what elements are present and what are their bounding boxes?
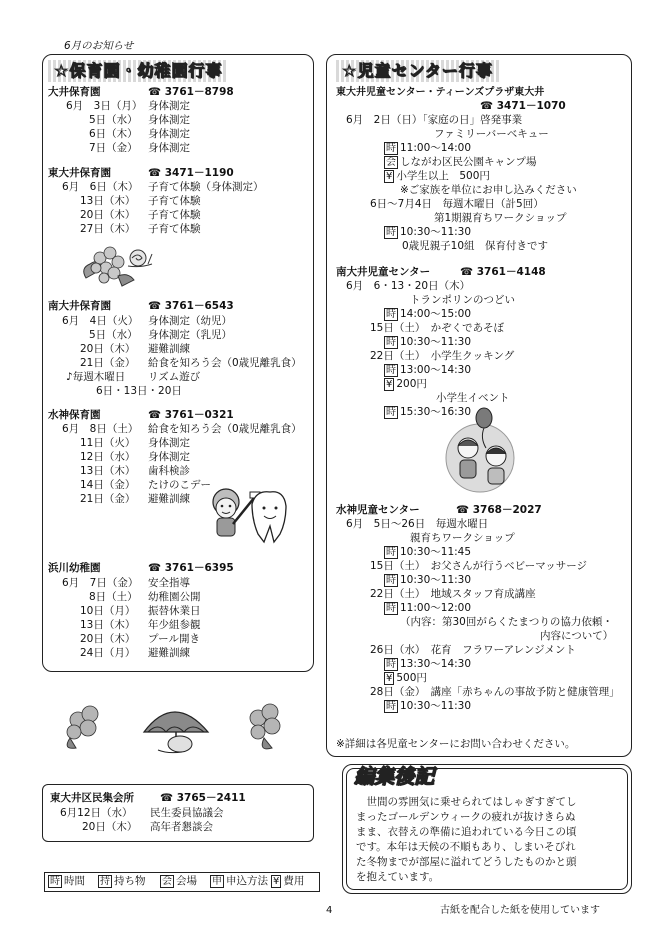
event-date: 5日（水） — [89, 114, 138, 126]
time-tag: 時 — [386, 227, 396, 238]
event-date: 27日（木） — [80, 223, 136, 235]
event-date: 20日（木） — [80, 633, 136, 645]
page-header: 6月のお知らせ — [64, 40, 134, 52]
legend-fee: ¥ 費用 — [273, 875, 305, 887]
center-line: ※ご家族を単位にお申し込みください — [400, 184, 577, 196]
center-line: 時 13:00～14:30 — [386, 364, 472, 376]
center-line: 時 10:30～11:30 — [386, 700, 472, 712]
time-tag: 時 — [50, 876, 60, 887]
center-phone: ☎ 3761－4148 — [460, 266, 546, 280]
fee-tag: ¥ — [386, 171, 393, 182]
center-line: 親育ちワークショップ — [410, 532, 515, 544]
center-name: 南大井児童センター — [336, 266, 431, 278]
event-text: プール開き — [148, 633, 200, 645]
hydrangea-umbrella-illustration — [58, 692, 298, 762]
center-line: ¥ 小学生以上 500円 — [386, 170, 490, 182]
event-text: 身体測定 — [148, 128, 190, 140]
event-date: ♪毎週木曜日 — [66, 371, 126, 383]
center-line: 時 14:00～15:00 — [386, 308, 472, 320]
community-phone: ☎ 3765－2411 — [160, 792, 246, 806]
center-name: 水神児童センター — [336, 504, 420, 516]
center-line: 28日（金） 講座「赤ちゃんの事故予防と健康管理」 — [370, 686, 620, 698]
fee-tag: ¥ — [386, 379, 393, 390]
school-name: 水神保育園 — [48, 409, 101, 421]
toothbrush-child-illustration — [200, 476, 295, 550]
event-date: 13日（木） — [80, 465, 136, 477]
center-line: 6月 2日（日）「家庭の日」啓発事業 — [346, 114, 523, 126]
center-line: 小学生イベント — [436, 392, 510, 404]
event-date: 20日（木） — [80, 209, 136, 221]
school-phone: ☎ 3761－6543 — [148, 300, 234, 314]
event-text: 子育て体験 — [148, 209, 201, 221]
event-text: 子育て体験 — [148, 223, 201, 235]
center-line: 6月 6・13・20日（木） — [346, 280, 471, 292]
event-text: リズム遊び — [148, 371, 201, 383]
event-date: 20日（木） — [82, 821, 138, 833]
event-text: 幼稚園公開 — [148, 591, 201, 603]
legend-time: 時 時間 — [50, 875, 85, 887]
nursery-heading: ☆保育園・幼稚園行事 — [48, 60, 228, 82]
recycle-note: 古紙を配合した紙を使用しています — [440, 905, 600, 916]
center-line: 時 10:30～11:30 — [386, 226, 472, 238]
school-phone: ☎ 3761－0321 — [148, 409, 234, 423]
event-date: 7日（金） — [89, 142, 138, 154]
center-line: トランポリンのつどい — [410, 294, 515, 306]
event-text: 年少組参観 — [148, 619, 201, 631]
time-tag: 時 — [386, 701, 396, 712]
editorial-line: です。本年は天候の不順もあり、しまいそびれ — [356, 841, 576, 853]
event-date: 11日（火） — [80, 437, 136, 449]
editorial-line: まったゴールデンウィークの疲れが抜けきらぬ — [356, 811, 576, 823]
editorial-line: た冬物までが部屋に溢れてどうしたものかと頭 — [356, 856, 577, 868]
event-date: 6月 6日（木） — [62, 181, 139, 193]
event-text: たけのこデー — [148, 479, 211, 491]
time-tag: 時 — [386, 547, 396, 558]
center-line: 6日～7月4日 毎週木曜日（計5回） — [370, 198, 544, 210]
event-text: 身体測定 — [148, 142, 190, 154]
event-date: 8日（土） — [89, 591, 138, 603]
page-number: 4 — [326, 905, 333, 916]
venue-tag: 会 — [162, 876, 172, 887]
center-line: 時 11:00～14:00 — [386, 142, 472, 154]
school-name: 浜川幼稚園 — [48, 562, 101, 574]
event-date: 24日（月） — [80, 647, 136, 659]
center-name: 東大井児童センター・ティーンズプラザ東大井 — [336, 87, 545, 98]
event-text: 避難訓練 — [148, 647, 190, 659]
center-line: 内容について） — [540, 630, 614, 642]
school-phone: ☎ 3471－1190 — [148, 167, 234, 181]
time-tag: 時 — [386, 337, 396, 348]
event-text: 民生委員協議会 — [150, 807, 224, 819]
fee-tag: ¥ — [273, 876, 280, 887]
legend-bring: 持 持ち物 — [100, 875, 146, 887]
editorial-line: を抱えています。 — [356, 871, 440, 883]
time-tag: 時 — [386, 309, 396, 320]
event-text: 子育て体験 — [148, 195, 201, 207]
fee-tag: ¥ — [386, 673, 393, 684]
community-name: 東大井区民集会所 — [50, 792, 134, 804]
event-date: 21日（金） — [80, 357, 136, 369]
center-line: 0歳児親子10組 保育付きです — [402, 240, 549, 252]
event-date: 21日（金） — [80, 493, 136, 505]
editorial-line: 世間の雰囲気に乗せられてはしゃぎすぎてし — [356, 796, 577, 808]
event-date: 14日（金） — [80, 479, 136, 491]
center-line: 時 10:30～11:30 — [386, 574, 472, 586]
center-line: 時 15:30～16:30 — [386, 406, 472, 418]
center-line: 時 11:00～12:00 — [386, 602, 472, 614]
center-line: 時 10:30～11:30 — [386, 336, 472, 348]
center-line: 時 10:30～11:45 — [386, 546, 472, 558]
school-name: 南大井保育園 — [48, 300, 111, 312]
time-tag: 時 — [386, 603, 396, 614]
event-text: 振替休業日 — [148, 605, 201, 617]
apply-tag: 申 — [212, 876, 222, 887]
children-center-heading: ☆児童センター行事 — [336, 60, 499, 82]
hydrangea-snail-illustration — [78, 238, 158, 290]
center-phone: ☎ 3768－2027 — [456, 504, 542, 518]
event-date: 10日（月） — [80, 605, 136, 617]
time-tag: 時 — [386, 143, 396, 154]
time-tag: 時 — [386, 407, 396, 418]
center-line: 6月 5日～26日 毎週水曜日 — [346, 518, 489, 530]
kids-balloon-illustration — [440, 404, 528, 496]
editorial-title: 編集後記 — [354, 764, 434, 788]
legend-venue: 会 会場 — [162, 875, 197, 887]
center-line: ¥ 500円 — [386, 672, 427, 684]
school-phone: ☎ 3761－6395 — [148, 562, 234, 576]
center-line: 22日（土） 小学生クッキング — [370, 350, 515, 362]
center-note: ※詳細は各児童センターにお問い合わせください。 — [336, 738, 576, 750]
time-tag: 時 — [386, 575, 396, 586]
center-line: ¥ 200円 — [386, 378, 427, 390]
time-tag: 時 — [386, 365, 396, 376]
venue-tag: 会 — [386, 157, 396, 168]
event-text: 身体測定（乳児） — [148, 329, 232, 341]
legend-apply: 申 申込方法 — [212, 875, 268, 887]
event-text: 高年者懇談会 — [150, 821, 213, 833]
event-date: 6月 4日（火） — [62, 315, 139, 327]
center-line: 26日（水） 花育 フラワーアレンジメント — [370, 644, 576, 656]
editorial-line: まま、衣替えの準備に追われている今日この頃 — [356, 826, 577, 838]
event-text: 避難訓練 — [148, 343, 190, 355]
event-date: 20日（木） — [80, 343, 136, 355]
event-text: 歯科検診 — [148, 465, 190, 477]
event-text: 給食を知ろう会（0歳児離乳食） — [148, 423, 302, 435]
center-phone: ☎ 3471－1070 — [480, 100, 566, 114]
event-text: 6日・13日・20日 — [96, 385, 182, 397]
event-text: 給食を知ろう会（0歳児離乳食） — [148, 357, 302, 369]
event-text: 身体測定 — [148, 437, 190, 449]
event-text: 身体測定 — [148, 451, 190, 463]
event-date: 13日（木） — [80, 619, 136, 631]
event-date: 6月 7日（金） — [62, 577, 139, 589]
event-text: 身体測定（幼児） — [148, 315, 232, 327]
center-line: 時 13:30～14:30 — [386, 658, 472, 670]
event-date: 6月12日（水） — [60, 807, 133, 819]
center-line: 15日（土） お父さんが行うベビーマッサージ — [370, 560, 588, 572]
school-name: 東大井保育園 — [48, 167, 111, 179]
event-text: 身体測定 — [148, 100, 190, 112]
event-date: 6日（木） — [89, 128, 138, 140]
event-date: 6月 3日（月） — [66, 100, 143, 112]
time-tag: 時 — [386, 659, 396, 670]
center-line: （内容：第30回がらくたまつりの協力依頼・ — [400, 616, 613, 628]
bring-tag: 持 — [100, 876, 110, 887]
event-text: 安全指導 — [148, 577, 190, 589]
event-date: 13日（木） — [80, 195, 136, 207]
event-text: 身体測定 — [148, 114, 190, 126]
event-date: 6月 8日（土） — [62, 423, 139, 435]
center-line: 第1期親育ちワークショップ — [434, 212, 567, 224]
event-date: 12日（水） — [80, 451, 136, 463]
event-date: 5日（水） — [89, 329, 138, 341]
center-line: 15日（土） かぞくであそぼ — [370, 322, 505, 334]
school-phone: ☎ 3761－8798 — [148, 86, 234, 100]
event-text: 子育て体験（身体測定） — [148, 181, 264, 193]
center-line: ファミリーバーベキュー — [434, 128, 549, 140]
school-name: 大井保育園 — [48, 86, 101, 98]
center-line: 会 しながわ区民公園キャンプ場 — [386, 156, 537, 168]
center-line: 22日（土） 地域スタッフ育成講座 — [370, 588, 536, 600]
event-text: 避難訓練 — [148, 493, 190, 505]
